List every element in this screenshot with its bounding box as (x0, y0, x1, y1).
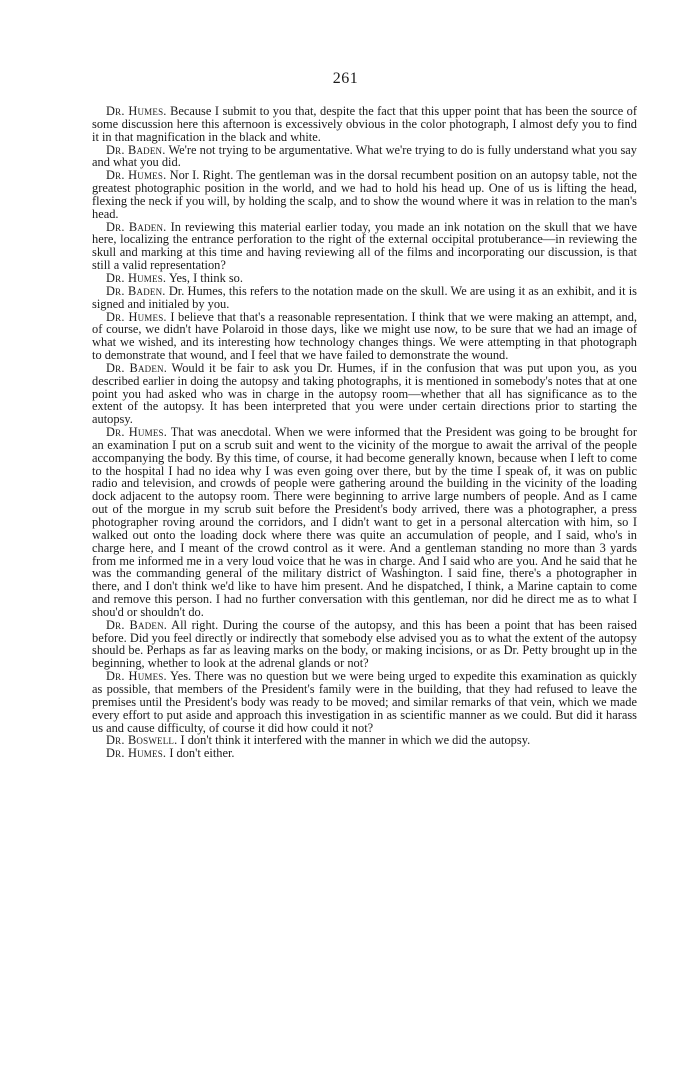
speaker-name: Dr. Humes. (106, 425, 168, 440)
speaker-name: Dr. Baden. (106, 617, 168, 632)
paragraph-text: Nor I. Right. The gentleman was in the dorsal recumbent position on an autopsy table, not the greatest photographic position in the world, and we had to hold his head up. One of us is lifting the head, flexing the neck if you will, by holding the scalp, and to show the wound where it was in relation to the man's head. (92, 168, 637, 221)
paragraph-text: That was anecdotal. When we were informed that the President was going to be brought for an examination I put on a scrub suit and went to the vicinity of the morgue to await the arrival of the people accompanying the body. By this time, of course, it had become generally known, because when I left to come to the hospital I had no idea why I was even going over there, but by the time I speak of, it was on public radio and television, and crowds of people were gathering around the building in the vicinity of the loading dock adjacent to the autopsy room. There were beginning to arrive large numbers of people. And as I came out of the morgue in my scrub suit before the President's body arrived, there was a photographer, a press photographer roving around the corridors, and I didn't want to get in a personal altercation with him, so I walked out onto the loading dock where there was quite an accumulation of people, and I said, who's in charge here, and I meant of the crowd control as it were. And a gentleman standing no more than 3 yards from me informed me in a very loud voice that he was in charge. And I said who are you. And he said that he was the commanding general of the military district of Washington. I said fine, there's a photographer in there, and I don't think we'd like to have him present. And he dispatched, I think, a Marine captain to come and remove this person. I had no further conversation with this gentleman, nor did he direct me as to what I shou'd or shouldn't do. (92, 425, 638, 619)
paragraph-text: Yes, I think so. (168, 270, 243, 285)
transcript-paragraph (92, 619, 637, 670)
transcript-paragraph (92, 311, 637, 362)
speaker-name: Dr. Humes. (106, 168, 167, 183)
paragraph-text: Because I submit to you that, despite the fact that this upper point that has been the source of some discussion here this afternoon is excessively obvious in the color photograph, I almost defy you to find it in that magnification in the black and white. (92, 104, 637, 144)
speaker-name: Dr. Baden. (106, 360, 168, 375)
speaker-name: Dr. Humes. (106, 746, 167, 761)
transcript-paragraph (92, 221, 637, 272)
paragraph-text: I believe that that's a reasonable representation. I think that we were making an attempt, and, of course, we didn't have Polaroid in those days, like we might use now, to be sure that we had an image of what we wished, and its interesting how technology changes things. We were attempting in that photograph to demonstrate that wound, and I feel that we have failed to demonstrate the wound. (92, 309, 637, 363)
paragraph-text: Would it be fair to ask you Dr. Humes, if in the confusion that was put upon you, as you described earlier in doing the autopsy and taking photographs, it is mentioned in somebody's notes that at one point you had asked who was in charge in the autopsy room—whether that all has significance as to the extent of the autopsy. It has been interpreted that you were under certain directions prior to starting the autopsy. (92, 360, 638, 427)
speaker-name: Dr. Boswell. (106, 733, 178, 748)
speaker-name: Dr. Humes. (106, 309, 167, 324)
speaker-name: Dr. Baden. (106, 283, 166, 298)
transcript-body (92, 105, 637, 760)
paragraph-text: In reviewing this material earlier today, you made an ink notation on the skull that we have here, localizing the entrance perforation to the right of the external occipital protuberance—in reviewing the skull and marking at this time and having reviewing all of the films and incorporating our discussion, is that still a valid representation? (92, 219, 637, 273)
transcript-paragraph (92, 362, 637, 426)
paragraph-text: I don't think it interfered with the manner in which we did the autopsy. (180, 733, 531, 748)
paragraph-text: All right. During the course of the autopsy, and this has been a point that has been raised before. Did you feel directly or indirectly that somebody else advised you as to what the extent of the autopsy should be. Perhaps as far as leaving marks on the body, or making incisions, or as Dr. Petty brought up in the beginning, whether to look at the adrenal glands or not? (92, 617, 637, 671)
transcript-paragraph (92, 169, 637, 220)
transcript-paragraph (92, 105, 637, 144)
paragraph-text: I don't either. (169, 746, 235, 761)
paragraph-text: Yes. There was no question but we were being urged to expedite this examination as quickly as possible, that members of the President's family were in the building, that they had refused to leave the premises until the President's body was ready to be moved; and similar remarks of that vein, which we made every effort to put aside and approach this investigation in as scientific manner as we could. But did it harass us and cause difficulty, of course it did how could it not? (92, 669, 637, 735)
transcript-paragraph (92, 670, 637, 734)
transcript-paragraph (92, 144, 637, 170)
paragraph-text: We're not trying to be argumentative. What we're trying to do is fully understand what you say and what you did. (92, 142, 637, 170)
transcript-paragraph (92, 285, 637, 311)
transcript-paragraph (92, 747, 637, 760)
transcript-paragraph (92, 426, 637, 619)
speaker-name: Dr. Baden. (106, 219, 167, 234)
speaker-name: Dr. Humes. (106, 669, 167, 684)
speaker-name: Dr. Humes. (106, 270, 167, 285)
page-number: 261 (332, 70, 359, 87)
paragraph-text: Dr. Humes, this refers to the notation made on the skull. We are using it as an exhibit, and it is signed and initialed by you. (92, 283, 637, 311)
speaker-name: Dr. Humes. (106, 104, 167, 118)
speaker-name: Dr. Baden. (106, 142, 166, 157)
